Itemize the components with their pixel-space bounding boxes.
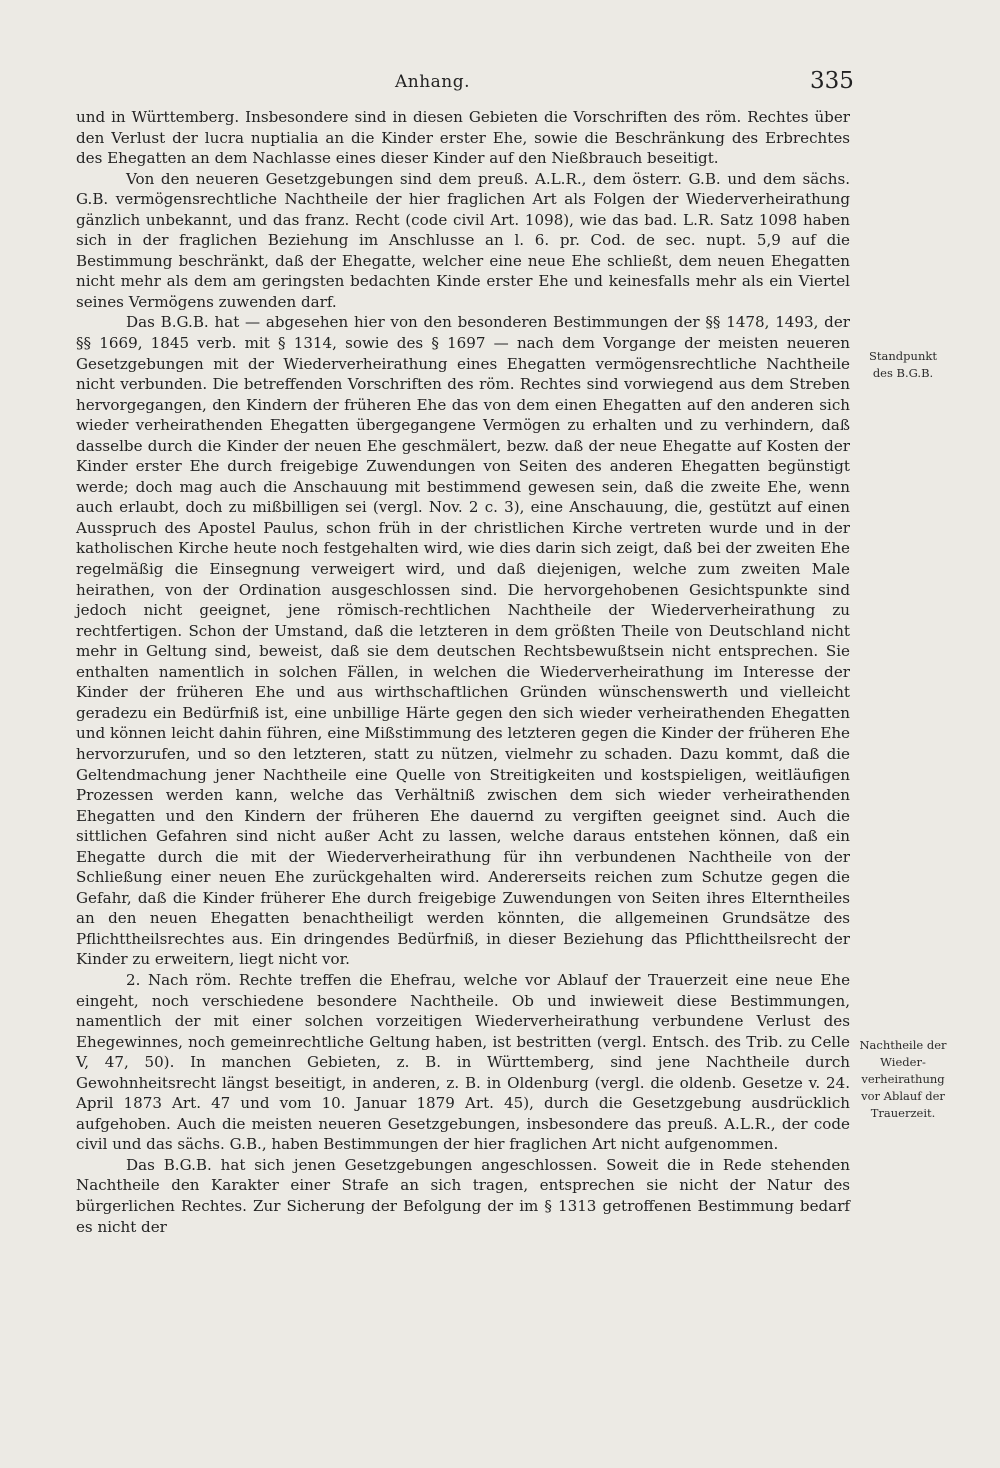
page-number: 335 (810, 68, 854, 94)
running-title: Anhang. (395, 72, 471, 92)
paragraph-continuation: und in Württemberg. Insbesondere sind in diesen Gebieten die Vorschriften des röm. Rechtes über den Verlust der lucra nuptialia an die Kinder erster Ehe, sowie die Beschränkung des Erbrechtes des Ehegatten an dem Nachlasse eines dieser Kinder auf den Nießbrauch beseitigt. (76, 108, 850, 168)
margin-note-line: des B.G.B. (872, 366, 934, 380)
margin-note-line: Wieder- (880, 1055, 926, 1069)
margin-note-line: vor Ablauf der (861, 1089, 945, 1103)
margin-note-line: verheirathung (861, 1072, 945, 1086)
paragraph-mourning-period: 2. Nach röm. Rechte treffen die Ehefrau, welche vor Ablauf der Trauerzeit eine neue Ehe eingeht, noch verschiedene besondere Nachtheile. Ob und inwieweit diese Bestimmungen, namentlich der mit einer solchen vorzeitigen Wiederverheirathung verbundene Verlust des Ehegewinnes, noch gemeinrechtliche Geltung haben, ist bestritten (vergl. Entsch. des Trib. zu Celle V, 47, 50). In manchen Gebieten, z. B. in Württemberg, sind jene Nachtheile durch Gewohnheitsrecht längst beseitigt, in anderen, z. B. in Oldenburg (vergl. die oldenb. Gesetze v. 24. April 1873 Art. 47 und vom 10. Januar 1879 Art. 45), durch die Gesetzgebung ausdrücklich aufgehoben. Auch die meisten neueren Gesetzgebungen, insbesondere das preuß. A.L.R., der code civil und das sächs. G.B., haben Bestimmungen der hier fraglichen Art nicht aufgenommen. (76, 970, 850, 1154)
margin-note-mourning (848, 1037, 958, 1122)
paragraph-bgb-joined: Das B.G.B. hat sich jenen Gesetzgebungen angeschlossen. Soweit die in Rede stehenden Nachtheile den Karakter einer Strafe an sich tragen, entsprechen sie nicht der Natur des bürgerlichen Rechtes. Zur Sicherung der Befolgung der im § 1313 getroffenen Bestimmung bedarf es nicht der (76, 1155, 850, 1236)
paragraph-bgb-standpoint: Das B.G.B. hat — abgesehen hier von den besonderen Bestimmungen der §§ 1478, 1493, der §§ 1669, 1845 verb. mit § 1314, sowie des § 1697 — nach dem Vorgange der meisten neueren Gesetzgebungen mit der Wiederverheirathung eines Ehegatten vermögensrechtliche Nachtheile nicht verbunden. Die betreffenden Vorschriften des röm. Rechtes sind vorwiegend aus dem Streben hervorgegangen, den Kindern der früheren Ehe das von dem einen Ehegatten auf den anderen sich wieder verheirathenden Ehegatten übergegangene Vermögen zu erhalten und zu verhindern, daß dasselbe durch die Kinder der neuen Ehe geschmälert, bezw. daß der neue Ehegatte auf Kosten der Kinder erster Ehe durch freigebige Zuwendungen von Seiten des anderen Ehegatten begünstigt werde; doch mag auch die Anschauung mit bestimmend gewesen sein, daß die zweite Ehe, wenn auch erlaubt, doch zu mißbilligen sei (vergl. Nov. 2 c. 3), eine Anschauung, die, gestützt auf einen Ausspruch des Apostel Paulus, schon früh in der christlichen Kirche vertreten wurde und in der katholischen Kirche heute noch festgehalten wird, wie dies darin sich zeigt, daß bei der zweiten Ehe regelmäßig die Einsegnung verweigert wird, und daß diejenigen, welche zum zweiten Male heirathen, von der Ordination ausgeschlossen sind. Die hervorgehobenen Gesichtspunkte sind jedoch nicht geeignet, jene römisch-rechtlichen Nachtheile der Wiederverheirathung zu rechtfertigen. Schon der Umstand, daß die letzteren in dem größten Theile von Deutschland nicht mehr in Geltung sind, beweist, daß sie dem deutschen Rechtsbewußtsein nicht entsprechen. Sie enthalten namentlich in solchen Fällen, in welchen die Wiederverheirathung im Interesse der Kinder der früheren Ehe und aus wirthschaftlichen Gründen wünschenswerth und vielleicht geradezu ein Bedürfniß ist, eine unbillige Härte gegen den sich wieder verheirathenden Ehegatten und können leicht dahin führen, eine Mißstimmung des letzteren gegen die Kinder der früheren Ehe hervorzurufen, und so den letzteren, statt zu nützen, vielmehr zu schaden. Dazu kommt, daß die Geltendmachung jener Nachtheile eine Quelle von Streitigkeiten und kostspieligen, weitläufigen Prozessen werden kann, welche das Verhältniß zwischen dem sich wieder verheirathenden Ehegatten und den Kindern der früheren Ehe dauernd zu vergiften geeignet sind. Auch die sittlichen Gefahren sind nicht außer Acht zu lassen, welche daraus entstehen können, daß ein Ehegatte durch die mit der Wiederverheirathung für ihn verbundenen Nachtheile von der Schließung einer neuen Ehe zurückgehalten wird. Andererseits reichen zum Schutze gegen die Gefahr, daß die Kinder früherer Ehe durch freigebige Zuwendungen von Seiten ihres Elterntheiles an den neuen Ehegatten benachtheiligt werden könnten, die allgemeinen Grundsätze des Pflichttheilsrechtes aus. Ein dringendes Bedürfniß, in dieser Beziehung das Pflichttheilsrecht der Kinder zu erweitern, liegt nicht vor. (76, 313, 850, 969)
paragraph-modern-legislation: Von den neueren Gesetzgebungen sind dem preuß. A.L.R., dem österr. G.B. und dem sächs. G.B. vermögensrechtliche Nachtheile der hier fraglichen Art als Folgen der Wiederverheirathung gänzlich unbekannt, und das franz. Recht (code civil Art. 1098), wie das bad. L.R. Satz 1098 haben sich in der fraglichen Beziehung im Anschlusse an l. 6. pr. Cod. de sec. nupt. 5,9 auf die Bestimmung beschränkt, daß der Ehegatte, welcher eine neue Ehe schließt, dem neuen Ehegatten nicht mehr als dem am geringsten bedachten Kinde erster Ehe und keinesfalls mehr als ein Viertel seines Vermögens zuwenden darf. (76, 169, 850, 311)
body-text (76, 107, 850, 1237)
margin-note-line: Trauerzeit. (870, 1106, 936, 1120)
margin-note-line: Standpunkt (869, 349, 937, 363)
margin-note-standpoint (848, 348, 958, 382)
running-head (0, 66, 1000, 96)
margin-note-line: Nachtheile der (859, 1038, 947, 1052)
